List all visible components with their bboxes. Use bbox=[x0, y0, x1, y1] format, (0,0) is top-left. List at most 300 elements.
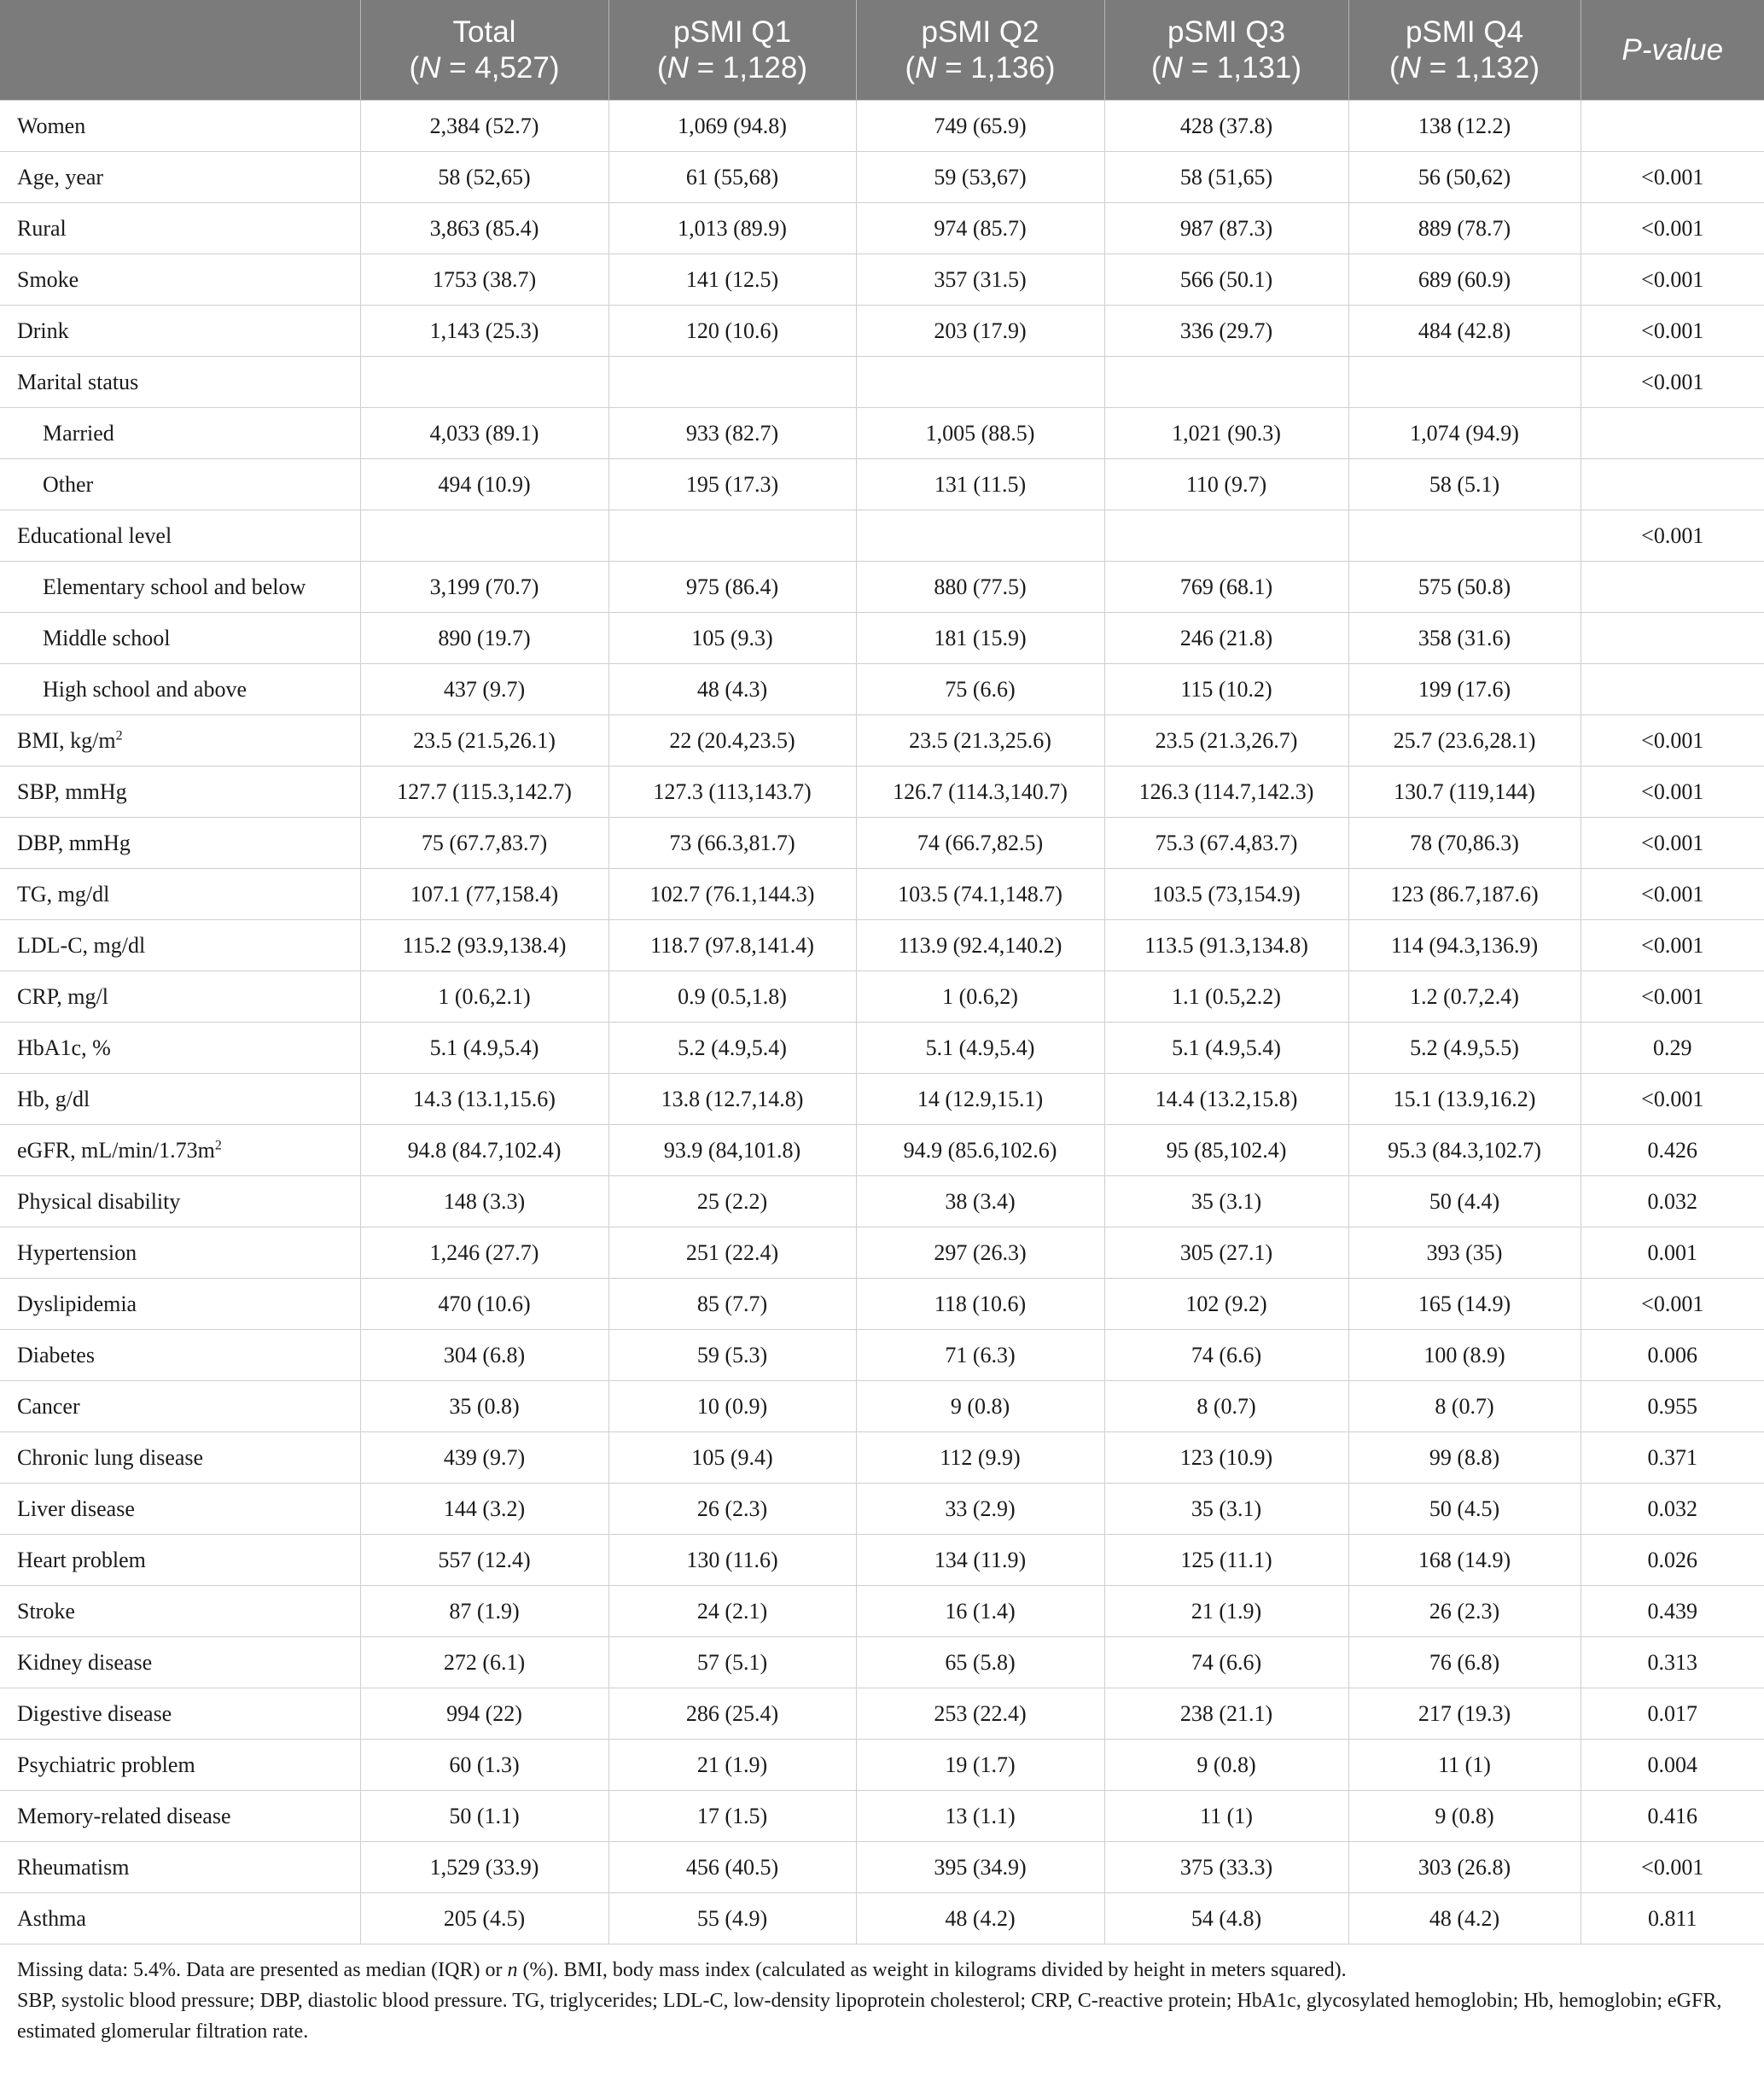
value-cell: 5.1 (4.9,5.4) bbox=[360, 1023, 608, 1074]
row-label-text: Age, year bbox=[17, 164, 104, 189]
value-cell: 8 (0.7) bbox=[1104, 1381, 1348, 1432]
value-cell: 253 (22.4) bbox=[856, 1688, 1104, 1740]
row-label-text: Married bbox=[43, 420, 114, 446]
value-cell: 19 (1.7) bbox=[856, 1740, 1104, 1791]
table-header bbox=[0, 0, 1764, 101]
row-label bbox=[0, 562, 360, 613]
value-cell: 5.2 (4.9,5.4) bbox=[608, 1023, 856, 1074]
value-cell: 24 (2.1) bbox=[608, 1586, 856, 1637]
value-cell: 557 (12.4) bbox=[360, 1535, 608, 1586]
p-value-cell: <0.001 bbox=[1581, 306, 1764, 357]
row-label-text: Digestive disease bbox=[17, 1700, 172, 1726]
value-cell: 113.5 (91.3,134.8) bbox=[1104, 920, 1348, 971]
table-row bbox=[0, 1586, 1764, 1637]
value-cell: 9 (0.8) bbox=[1348, 1791, 1581, 1842]
value-cell: 5.1 (4.9,5.4) bbox=[1104, 1023, 1348, 1074]
value-cell: 61 (55,68) bbox=[608, 152, 856, 203]
value-cell: 8 (0.7) bbox=[1348, 1381, 1581, 1432]
value-cell: 58 (52,65) bbox=[360, 152, 608, 203]
p-value-cell: <0.001 bbox=[1581, 715, 1764, 767]
value-cell: 14 (12.9,15.1) bbox=[856, 1074, 1104, 1125]
row-label-text: Heart problem bbox=[17, 1547, 146, 1572]
value-cell: 4,033 (89.1) bbox=[360, 408, 608, 459]
p-value-cell: <0.001 bbox=[1581, 1279, 1764, 1330]
value-cell: 23.5 (21.3,25.6) bbox=[856, 715, 1104, 767]
header-cell bbox=[608, 0, 856, 101]
row-label-text: Drink bbox=[17, 318, 69, 343]
value-cell: 168 (14.9) bbox=[1348, 1535, 1581, 1586]
row-label bbox=[0, 459, 360, 510]
p-value-cell: 0.955 bbox=[1581, 1381, 1764, 1432]
row-label-text: Diabetes bbox=[17, 1342, 95, 1367]
value-cell: 5.2 (4.9,5.5) bbox=[1348, 1023, 1581, 1074]
value-cell: 59 (53,67) bbox=[856, 152, 1104, 203]
value-cell: 238 (21.1) bbox=[1104, 1688, 1348, 1740]
value-cell: 105 (9.4) bbox=[608, 1432, 856, 1484]
row-label-superscript: 2 bbox=[214, 1137, 222, 1152]
value-cell bbox=[1104, 357, 1348, 408]
p-value-cell: 0.426 bbox=[1581, 1125, 1764, 1176]
table-row bbox=[0, 357, 1764, 408]
value-cell: 125 (11.1) bbox=[1104, 1535, 1348, 1586]
value-cell: 1,013 (89.9) bbox=[608, 203, 856, 254]
value-cell: 3,863 (85.4) bbox=[360, 203, 608, 254]
value-cell: 297 (26.3) bbox=[856, 1227, 1104, 1279]
value-cell: 470 (10.6) bbox=[360, 1279, 608, 1330]
table-row bbox=[0, 1893, 1764, 1944]
value-cell: 50 (4.5) bbox=[1348, 1484, 1581, 1535]
row-label-text: LDL-C, mg/dl bbox=[17, 932, 146, 958]
italic-n: N bbox=[419, 50, 441, 85]
value-cell: 59 (5.3) bbox=[608, 1330, 856, 1381]
value-cell: 74 (6.6) bbox=[1104, 1330, 1348, 1381]
table-row bbox=[0, 818, 1764, 869]
italic-n: N bbox=[915, 50, 937, 85]
value-cell: 303 (26.8) bbox=[1348, 1842, 1581, 1893]
table-row bbox=[0, 101, 1764, 152]
table-row bbox=[0, 664, 1764, 715]
value-cell: 195 (17.3) bbox=[608, 459, 856, 510]
row-label bbox=[0, 1484, 360, 1535]
row-label-text: High school and above bbox=[43, 676, 247, 702]
value-cell: 246 (21.8) bbox=[1104, 613, 1348, 664]
value-cell: 33 (2.9) bbox=[856, 1484, 1104, 1535]
row-label bbox=[0, 203, 360, 254]
table-row bbox=[0, 1740, 1764, 1791]
header-label: pSMI Q1 bbox=[672, 15, 792, 49]
value-cell: 203 (17.9) bbox=[856, 306, 1104, 357]
value-cell bbox=[1348, 357, 1581, 408]
value-cell: 127.3 (113,143.7) bbox=[608, 767, 856, 818]
header-sample-size: (N = 1,132) bbox=[1388, 50, 1540, 85]
p-value-cell: 0.416 bbox=[1581, 1791, 1764, 1842]
p-value-cell: 0.032 bbox=[1581, 1484, 1764, 1535]
value-cell: 1 (0.6,2.1) bbox=[360, 971, 608, 1023]
row-label-text: Stroke bbox=[17, 1598, 75, 1624]
row-label-text: Women bbox=[17, 113, 86, 138]
value-cell: 304 (6.8) bbox=[360, 1330, 608, 1381]
italic-n: N bbox=[1161, 50, 1183, 85]
footnote-text: Missing data: 5.4%. Data are presented as median (IQR) or bbox=[17, 1959, 508, 1981]
value-cell: 102.7 (76.1,144.3) bbox=[608, 869, 856, 920]
value-cell: 14.4 (13.2,15.8) bbox=[1104, 1074, 1348, 1125]
value-cell: 25.7 (23.6,28.1) bbox=[1348, 715, 1581, 767]
p-value-cell: <0.001 bbox=[1581, 920, 1764, 971]
value-cell: 428 (37.8) bbox=[1104, 101, 1348, 152]
row-label bbox=[0, 1074, 360, 1125]
table-row bbox=[0, 562, 1764, 613]
row-label-text: Liver disease bbox=[17, 1496, 135, 1521]
table-row bbox=[0, 767, 1764, 818]
row-label-text: CRP, mg/l bbox=[17, 983, 108, 1009]
table-row bbox=[0, 1381, 1764, 1432]
value-cell: 439 (9.7) bbox=[360, 1432, 608, 1484]
value-cell: 749 (65.9) bbox=[856, 101, 1104, 152]
row-label-text: Cancer bbox=[17, 1393, 80, 1419]
value-cell: 987 (87.3) bbox=[1104, 203, 1348, 254]
table-row bbox=[0, 1637, 1764, 1688]
value-cell: 126.7 (114.3,140.7) bbox=[856, 767, 1104, 818]
value-cell: 123 (86.7,187.6) bbox=[1348, 869, 1581, 920]
header-cell bbox=[1348, 0, 1581, 101]
value-cell: 217 (19.3) bbox=[1348, 1688, 1581, 1740]
value-cell: 100 (8.9) bbox=[1348, 1330, 1581, 1381]
header-sample-size: (N = 4,527) bbox=[409, 50, 560, 85]
footnote-italic-n: n bbox=[507, 1959, 518, 1981]
value-cell: 165 (14.9) bbox=[1348, 1279, 1581, 1330]
value-cell: 889 (78.7) bbox=[1348, 203, 1581, 254]
value-cell: 71 (6.3) bbox=[856, 1330, 1104, 1381]
value-cell: 1,246 (27.7) bbox=[360, 1227, 608, 1279]
table-row bbox=[0, 1535, 1764, 1586]
value-cell: 113.9 (92.4,140.2) bbox=[856, 920, 1104, 971]
p-value-cell: 0.313 bbox=[1581, 1637, 1764, 1688]
value-cell: 57 (5.1) bbox=[608, 1637, 856, 1688]
value-cell: 181 (15.9) bbox=[856, 613, 1104, 664]
value-cell: 26 (2.3) bbox=[1348, 1586, 1581, 1637]
value-cell bbox=[856, 510, 1104, 562]
value-cell: 17 (1.5) bbox=[608, 1791, 856, 1842]
row-label bbox=[0, 101, 360, 152]
value-cell: 1,005 (88.5) bbox=[856, 408, 1104, 459]
value-cell: 115.2 (93.9,138.4) bbox=[360, 920, 608, 971]
value-cell: 9 (0.8) bbox=[1104, 1740, 1348, 1791]
header-label: pSMI Q2 bbox=[921, 15, 1039, 49]
table-row bbox=[0, 152, 1764, 203]
value-cell: 23.5 (21.5,26.1) bbox=[360, 715, 608, 767]
row-label bbox=[0, 306, 360, 357]
row-label-text: Other bbox=[43, 471, 94, 497]
value-cell: 78 (70,86.3) bbox=[1348, 818, 1581, 869]
value-cell: 99 (8.8) bbox=[1348, 1432, 1581, 1484]
value-cell: 336 (29.7) bbox=[1104, 306, 1348, 357]
row-label bbox=[0, 1842, 360, 1893]
value-cell: 689 (60.9) bbox=[1348, 254, 1581, 306]
table-row bbox=[0, 613, 1764, 664]
value-cell: 305 (27.1) bbox=[1104, 1227, 1348, 1279]
row-label bbox=[0, 1637, 360, 1688]
p-value-cell: <0.001 bbox=[1581, 254, 1764, 306]
value-cell: 1,021 (90.3) bbox=[1104, 408, 1348, 459]
p-value-cell bbox=[1581, 562, 1764, 613]
table-row bbox=[0, 1176, 1764, 1227]
table-row bbox=[0, 510, 1764, 562]
value-cell: 93.9 (84,101.8) bbox=[608, 1125, 856, 1176]
row-label bbox=[0, 1176, 360, 1227]
p-value-cell bbox=[1581, 664, 1764, 715]
value-cell: 38 (3.4) bbox=[856, 1176, 1104, 1227]
p-value-cell: <0.001 bbox=[1581, 767, 1764, 818]
header-label: pSMI Q4 bbox=[1405, 15, 1524, 49]
value-cell: 205 (4.5) bbox=[360, 1893, 608, 1944]
value-cell: 1,074 (94.9) bbox=[1348, 408, 1581, 459]
value-cell: 566 (50.1) bbox=[1104, 254, 1348, 306]
value-cell: 73 (66.3,81.7) bbox=[608, 818, 856, 869]
value-cell: 103.5 (73,154.9) bbox=[1104, 869, 1348, 920]
row-label-text: Elementary school and below bbox=[43, 574, 306, 599]
value-cell: 1753 (38.7) bbox=[360, 254, 608, 306]
value-cell: 131 (11.5) bbox=[856, 459, 1104, 510]
value-cell: 21 (1.9) bbox=[608, 1740, 856, 1791]
p-value-cell: 0.29 bbox=[1581, 1023, 1764, 1074]
value-cell: 199 (17.6) bbox=[1348, 664, 1581, 715]
value-cell: 76 (6.8) bbox=[1348, 1637, 1581, 1688]
value-cell: 1 (0.6,2) bbox=[856, 971, 1104, 1023]
row-label bbox=[0, 1740, 360, 1791]
value-cell bbox=[360, 357, 608, 408]
value-cell: 127.7 (115.3,142.7) bbox=[360, 767, 608, 818]
value-cell: 134 (11.9) bbox=[856, 1535, 1104, 1586]
p-value-cell: 0.811 bbox=[1581, 1893, 1764, 1944]
value-cell: 11 (1) bbox=[1348, 1740, 1581, 1791]
row-label-text: Chronic lung disease bbox=[17, 1444, 204, 1470]
value-cell: 50 (1.1) bbox=[360, 1791, 608, 1842]
value-cell: 393 (35) bbox=[1348, 1227, 1581, 1279]
row-label bbox=[0, 971, 360, 1023]
header-cell bbox=[856, 0, 1104, 101]
table-row bbox=[0, 1842, 1764, 1893]
value-cell: 357 (31.5) bbox=[856, 254, 1104, 306]
value-cell: 16 (1.4) bbox=[856, 1586, 1104, 1637]
value-cell: 9 (0.8) bbox=[856, 1381, 1104, 1432]
value-cell: 1,529 (33.9) bbox=[360, 1842, 608, 1893]
value-cell bbox=[1348, 510, 1581, 562]
row-label bbox=[0, 1791, 360, 1842]
value-cell: 2,384 (52.7) bbox=[360, 101, 608, 152]
value-cell: 103.5 (74.1,148.7) bbox=[856, 869, 1104, 920]
value-cell: 286 (25.4) bbox=[608, 1688, 856, 1740]
row-label-text: Kidney disease bbox=[17, 1649, 153, 1675]
value-cell: 94.8 (84.7,102.4) bbox=[360, 1125, 608, 1176]
value-cell: 769 (68.1) bbox=[1104, 562, 1348, 613]
row-label-text: Rural bbox=[17, 215, 67, 241]
row-label bbox=[0, 664, 360, 715]
table-row bbox=[0, 1484, 1764, 1535]
table-row bbox=[0, 203, 1764, 254]
table-row bbox=[0, 1023, 1764, 1074]
row-label bbox=[0, 1227, 360, 1279]
table-row bbox=[0, 1279, 1764, 1330]
footnote-line-1 bbox=[17, 1955, 1747, 1985]
table-row bbox=[0, 1227, 1764, 1279]
p-value-cell: 0.026 bbox=[1581, 1535, 1764, 1586]
row-label bbox=[0, 1535, 360, 1586]
value-cell: 22 (20.4,23.5) bbox=[608, 715, 856, 767]
value-cell: 13.8 (12.7,14.8) bbox=[608, 1074, 856, 1125]
p-value-cell: <0.001 bbox=[1581, 1074, 1764, 1125]
row-label-text: Memory-related disease bbox=[17, 1803, 231, 1828]
row-label-text: Psychiatric problem bbox=[17, 1752, 195, 1777]
value-cell: 118.7 (97.8,141.4) bbox=[608, 920, 856, 971]
value-cell: 994 (22) bbox=[360, 1688, 608, 1740]
value-cell: 5.1 (4.9,5.4) bbox=[856, 1023, 1104, 1074]
table-row bbox=[0, 254, 1764, 306]
row-label bbox=[0, 1688, 360, 1740]
value-cell: 107.1 (77,158.4) bbox=[360, 869, 608, 920]
table-row bbox=[0, 715, 1764, 767]
value-cell: 105 (9.3) bbox=[608, 613, 856, 664]
p-value-cell bbox=[1581, 101, 1764, 152]
value-cell: 11 (1) bbox=[1104, 1791, 1348, 1842]
header-label: P-value bbox=[1621, 32, 1724, 67]
table-row bbox=[0, 1074, 1764, 1125]
footnote-text: (%). BMI, body mass index (calculated as weight in kilograms divided by height in meters squared). bbox=[517, 1959, 1347, 1981]
row-label bbox=[0, 1279, 360, 1330]
value-cell bbox=[856, 357, 1104, 408]
table-row bbox=[0, 1432, 1764, 1484]
value-cell: 120 (10.6) bbox=[608, 306, 856, 357]
p-value-cell: <0.001 bbox=[1581, 152, 1764, 203]
value-cell: 890 (19.7) bbox=[360, 613, 608, 664]
value-cell: 375 (33.3) bbox=[1104, 1842, 1348, 1893]
p-value-cell: 0.001 bbox=[1581, 1227, 1764, 1279]
value-cell: 0.9 (0.5,1.8) bbox=[608, 971, 856, 1023]
value-cell: 456 (40.5) bbox=[608, 1842, 856, 1893]
italic-n: N bbox=[1399, 50, 1421, 85]
p-value-cell bbox=[1581, 613, 1764, 664]
p-value-cell: 0.004 bbox=[1581, 1740, 1764, 1791]
value-cell: 48 (4.2) bbox=[856, 1893, 1104, 1944]
row-label bbox=[0, 408, 360, 459]
header-sample-size: (N = 1,128) bbox=[656, 50, 808, 85]
value-cell: 141 (12.5) bbox=[608, 254, 856, 306]
value-cell: 933 (82.7) bbox=[608, 408, 856, 459]
row-label-text: BMI, kg/m bbox=[17, 727, 116, 753]
row-label bbox=[0, 1586, 360, 1637]
value-cell: 94.9 (85.6,102.6) bbox=[856, 1125, 1104, 1176]
row-label-text: Physical disability bbox=[17, 1188, 181, 1214]
value-cell: 87 (1.9) bbox=[360, 1586, 608, 1637]
p-value-cell: <0.001 bbox=[1581, 971, 1764, 1023]
value-cell: 25 (2.2) bbox=[608, 1176, 856, 1227]
header-row bbox=[0, 0, 1764, 101]
row-label bbox=[0, 1330, 360, 1381]
p-value-cell: 0.439 bbox=[1581, 1586, 1764, 1637]
row-label-text: Asthma bbox=[17, 1905, 86, 1931]
value-cell: 974 (85.7) bbox=[856, 203, 1104, 254]
row-label bbox=[0, 715, 360, 767]
table-row bbox=[0, 971, 1764, 1023]
row-label bbox=[0, 1432, 360, 1484]
row-label bbox=[0, 869, 360, 920]
value-cell: 118 (10.6) bbox=[856, 1279, 1104, 1330]
row-label-superscript: 2 bbox=[115, 727, 123, 743]
footnote-abbreviations: SBP, systolic blood pressure; DBP, diastolic blood pressure. TG, triglycerides; LDL-C, low-density lipoprotein cholesterol; CRP, C-reactive protein; HbA1c, glycosylated hemoglobin; Hb, hemoglobin; eGFR, estimated glomerular filtration rate. bbox=[17, 1990, 1722, 2043]
value-cell: 123 (10.9) bbox=[1104, 1432, 1348, 1484]
table-row bbox=[0, 1330, 1764, 1381]
row-label bbox=[0, 1023, 360, 1074]
table-body bbox=[0, 101, 1764, 1944]
row-label bbox=[0, 767, 360, 818]
value-cell: 115 (10.2) bbox=[1104, 664, 1348, 715]
row-label-text: Smoke bbox=[17, 266, 79, 292]
value-cell: 3,199 (70.7) bbox=[360, 562, 608, 613]
row-label bbox=[0, 1381, 360, 1432]
row-label bbox=[0, 818, 360, 869]
row-label bbox=[0, 613, 360, 664]
row-label bbox=[0, 1125, 360, 1176]
table-row bbox=[0, 1125, 1764, 1176]
table-row bbox=[0, 459, 1764, 510]
value-cell: 1,143 (25.3) bbox=[360, 306, 608, 357]
value-cell: 102 (9.2) bbox=[1104, 1279, 1348, 1330]
value-cell: 10 (0.9) bbox=[608, 1381, 856, 1432]
row-label-text: HbA1c, % bbox=[17, 1035, 111, 1060]
value-cell: 21 (1.9) bbox=[1104, 1586, 1348, 1637]
header-sample-size: (N = 1,131) bbox=[1150, 50, 1302, 85]
value-cell: 95 (85,102.4) bbox=[1104, 1125, 1348, 1176]
value-cell: 14.3 (13.1,15.6) bbox=[360, 1074, 608, 1125]
value-cell: 395 (34.9) bbox=[856, 1842, 1104, 1893]
row-label bbox=[0, 510, 360, 562]
row-label-text: eGFR, mL/min/1.73m bbox=[17, 1137, 215, 1163]
value-cell: 1.1 (0.5,2.2) bbox=[1104, 971, 1348, 1023]
header-label: Total bbox=[452, 15, 516, 49]
value-cell: 130.7 (119,144) bbox=[1348, 767, 1581, 818]
value-cell: 85 (7.7) bbox=[608, 1279, 856, 1330]
value-cell: 75 (67.7,83.7) bbox=[360, 818, 608, 869]
value-cell: 48 (4.2) bbox=[1348, 1893, 1581, 1944]
row-label-text: Dyslipidemia bbox=[17, 1291, 137, 1316]
row-label-text: Hb, g/dl bbox=[17, 1086, 90, 1111]
value-cell bbox=[608, 510, 856, 562]
value-cell: 130 (11.6) bbox=[608, 1535, 856, 1586]
value-cell: 144 (3.2) bbox=[360, 1484, 608, 1535]
value-cell: 112 (9.9) bbox=[856, 1432, 1104, 1484]
value-cell: 58 (5.1) bbox=[1348, 459, 1581, 510]
header-label: pSMI Q3 bbox=[1167, 15, 1286, 49]
row-label-text: DBP, mmHg bbox=[17, 830, 131, 855]
value-cell: 114 (94.3,136.9) bbox=[1348, 920, 1581, 971]
row-label bbox=[0, 1893, 360, 1944]
row-label-text: Rheumatism bbox=[17, 1854, 130, 1880]
row-label bbox=[0, 152, 360, 203]
p-value-cell: <0.001 bbox=[1581, 869, 1764, 920]
value-cell: 60 (1.3) bbox=[360, 1740, 608, 1791]
value-cell: 13 (1.1) bbox=[856, 1791, 1104, 1842]
row-label-text: Marital status bbox=[17, 369, 139, 394]
table-row bbox=[0, 306, 1764, 357]
value-cell: 75 (6.6) bbox=[856, 664, 1104, 715]
row-label-text: TG, mg/dl bbox=[17, 881, 110, 907]
value-cell: 23.5 (21.3,26.7) bbox=[1104, 715, 1348, 767]
header-sample-size: (N = 1,136) bbox=[905, 50, 1056, 85]
value-cell: 110 (9.7) bbox=[1104, 459, 1348, 510]
value-cell: 138 (12.2) bbox=[1348, 101, 1581, 152]
p-value-cell: <0.001 bbox=[1581, 203, 1764, 254]
value-cell: 74 (66.7,82.5) bbox=[856, 818, 1104, 869]
table-row bbox=[0, 1688, 1764, 1740]
